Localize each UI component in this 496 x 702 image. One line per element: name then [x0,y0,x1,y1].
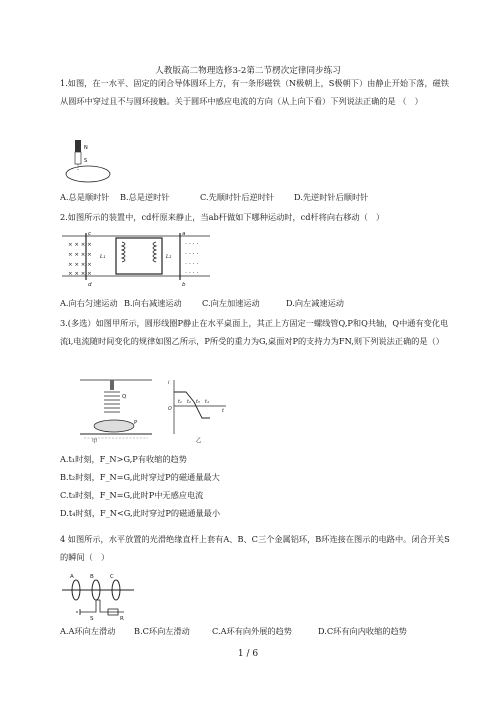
label-c: c [88,231,92,237]
label-jia: 甲 [92,439,98,444]
magnet-label-s: S [84,158,88,164]
svg-text:× × × ×: × × × × [68,252,92,258]
svg-text:· · · ·: · · · · [185,241,199,248]
label-p: P [134,420,138,426]
q3-option-b: B.t₂时刻，F_N=G,此时穿过P的磁通量最大 [60,472,220,482]
label-t1: t₁ [178,400,182,405]
q1-option-a: A.总是顺时针 [60,192,110,202]
question-3-text: 3.(多选）如图甲所示，圆形线圈P静止在水平桌面上，其正上方固定一螺线管Q,P和Q共轴，Q中通有变化电流i,电流随时间变化的规律如图乙所示，P所受的重力为G,桌面对P的支持力为FN,则下列说法正确的是（） [60,318,449,346]
question-2-text: 2.如图所示的装置中，cd杆原来静止，当ab杆做如下哪种运动时，cd杆将向右移动（ ） [60,212,385,222]
label-t: t [222,409,224,414]
svg-text:· · · ·: · · · · [185,261,199,268]
label-t2: t₂ [187,400,191,405]
q1-option-c: C.先顺时针后逆时针 [200,192,275,202]
label-yi: 乙 [196,438,202,444]
label-ring-b: B [90,574,94,580]
svg-text:· · · ·: · · · · [185,270,199,277]
svg-text:· · · ·: · · · · [185,251,199,258]
label-t4: t₄ [205,400,209,405]
label-b: b [182,282,186,288]
svg-text:× × × ×: × × × × [68,262,92,268]
question-3-options [60,450,220,522]
svg-text:× × × ×: × × × × [68,271,92,277]
label-l2: L₂ [166,254,172,260]
label-t3: t₃ [196,400,200,405]
label-l1: L₁ [100,254,106,260]
q4-option-c: C.A环有向外展的趋势 [212,626,292,636]
q3-option-a: A.t₁时刻，F_N>G,P有收缩的趋势 [60,454,187,464]
label-switch-s: S [90,616,94,622]
label-i: i [168,381,170,386]
question-1-text: 1.如图，在一水平、固定的闭合导体圆环上方，有一条形磁铁（N极朝上，S极朝下）由静止开始下落，磁铁从圆环中穿过且不与圆环接触。关于圆环中感应电流的方向（从上向下看）下列说法正确的是 （ ） [60,78,450,106]
q4-option-a: A.A环向左滑动 [60,626,116,636]
label-d: d [88,282,92,288]
question-2-figure [60,228,212,288]
q1-option-d: D.先逆时针后顺时针 [294,192,369,202]
q2-option-a: A.向右匀速运动 [60,298,118,308]
magnet-label-n: N [84,145,88,151]
question-4-text: 4 如图所示，水平放置的光滑绝缘直杆上套有A、B、C三个金属铝环，B环连接在图示的电路中。闭合开关S的瞬间（ ） [60,534,450,562]
q2-option-d: D.向左减速运动 [286,298,344,308]
svg-text:× × × ×: × × × × [68,242,92,248]
label-ring-c: C [110,574,114,580]
page-number: 1 / 6 [237,649,259,659]
document-title: 人教版高二物理选修3-2第二节楞次定律同步练习 [155,66,341,76]
q1-option-b: B.总是逆时针 [120,192,170,202]
label-a: a [182,231,186,237]
question-3-figure [74,376,230,444]
question-4-figure [60,570,136,622]
question-1-options [60,192,368,203]
q3-option-d: D.t₄时刻，F_N<G,此时穿过P的磁通量最小 [60,508,221,518]
q2-option-c: C.向左加速运动 [202,298,260,308]
label-q: Q [122,394,127,400]
question-2-options [60,298,344,309]
question-4-options [60,626,407,637]
question-1-figure [60,138,118,188]
q4-option-d: D.C环有向内收缩的趋势 [318,626,407,636]
label-ring-a: A [70,574,74,580]
label-o: O [168,407,172,412]
q4-option-b: B.C环向左滑动 [134,626,190,636]
label-resistor-r: R [120,616,124,622]
q3-option-c: C.t₃时刻，F_N=G,此时P中无感应电流 [60,490,204,500]
q2-option-b: B.向右减速运动 [124,298,182,308]
